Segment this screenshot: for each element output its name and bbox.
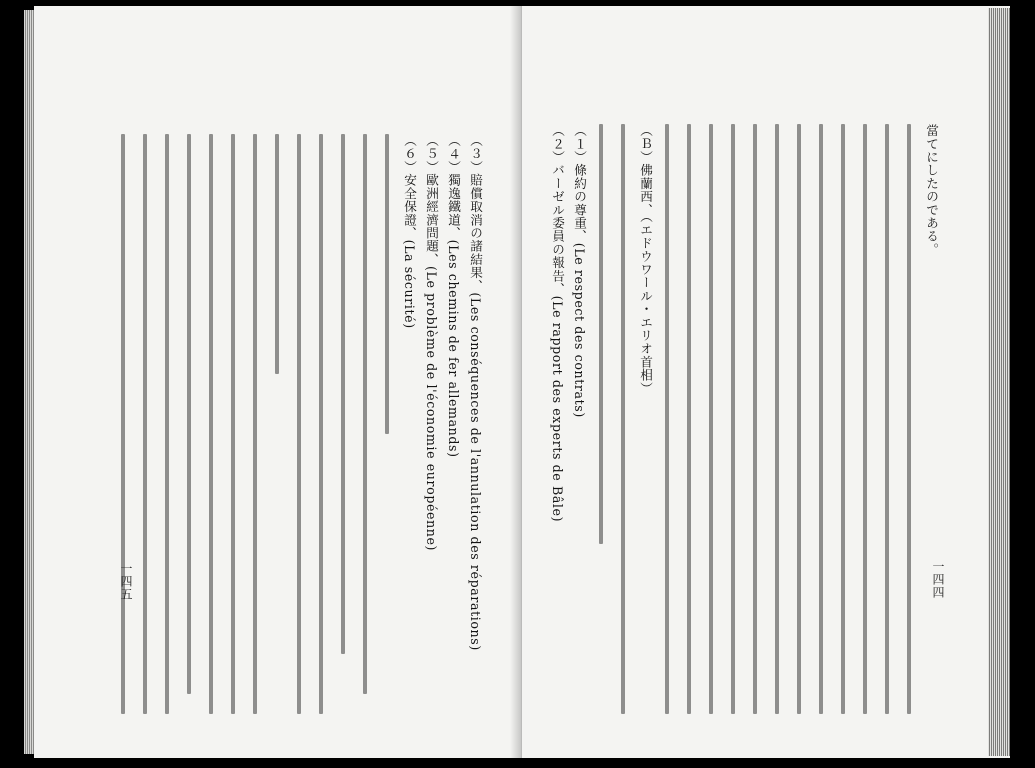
right-page-edges xyxy=(988,8,1010,756)
text-line-placeholder xyxy=(775,124,779,714)
text-line-placeholder xyxy=(907,124,911,714)
text-line-placeholder xyxy=(753,124,757,714)
text-line-placeholder xyxy=(297,134,301,714)
text-line-placeholder xyxy=(209,134,213,714)
text-line-placeholder xyxy=(665,124,669,714)
text-line-placeholder xyxy=(863,124,867,714)
text-line-placeholder xyxy=(363,134,367,694)
text-line-placeholder xyxy=(165,134,169,714)
text-line-placeholder xyxy=(143,134,147,714)
text-line: （Ｂ）佛蘭西、（エドウワール・エリオ首相） xyxy=(638,124,653,395)
text-line: （６）安全保證、(La sécurité) xyxy=(402,134,417,329)
text-line-placeholder xyxy=(841,124,845,714)
text-line-placeholder xyxy=(819,124,823,714)
text-line-placeholder xyxy=(599,124,603,544)
text-line-placeholder xyxy=(885,124,889,714)
text-line-placeholder xyxy=(341,134,345,654)
text-line-placeholder xyxy=(385,134,389,434)
page-number: 一四四 xyxy=(931,560,945,599)
text-line-placeholder xyxy=(687,124,691,714)
left-page xyxy=(34,6,522,758)
text-line-placeholder xyxy=(709,124,713,714)
text-line-placeholder xyxy=(187,134,191,694)
text-line: （１）條約の尊重、(Le respect des contrats) xyxy=(572,124,587,418)
text-line-placeholder xyxy=(319,134,323,714)
book-spread xyxy=(24,6,1010,758)
page-number: 一四五 xyxy=(119,562,133,601)
text-line-placeholder xyxy=(731,124,735,714)
text-line: （５）歐洲經濟問題、(Le problème de l'économie européenne) xyxy=(424,134,439,552)
text-line: （４）獨逸鐵道、(Les chemins de fer allemands) xyxy=(446,134,461,458)
text-line-placeholder xyxy=(253,134,257,714)
text-line: 當てにしたのである。 xyxy=(924,124,939,256)
right-page xyxy=(522,6,1010,758)
text-line: （３）賠償取消の諸結果、(Les conséquences de l'annulation des réparations) xyxy=(468,134,483,651)
left-page-text xyxy=(112,134,486,734)
text-line-placeholder xyxy=(621,124,625,714)
text-line-placeholder xyxy=(275,134,279,374)
text-line: （２）バーゼル委員の報告、(Le rapport des experts de Bâle) xyxy=(550,124,565,523)
text-line-placeholder xyxy=(797,124,801,714)
right-page-text xyxy=(546,124,942,734)
text-line-placeholder xyxy=(231,134,235,714)
text-line-placeholder xyxy=(121,134,125,714)
